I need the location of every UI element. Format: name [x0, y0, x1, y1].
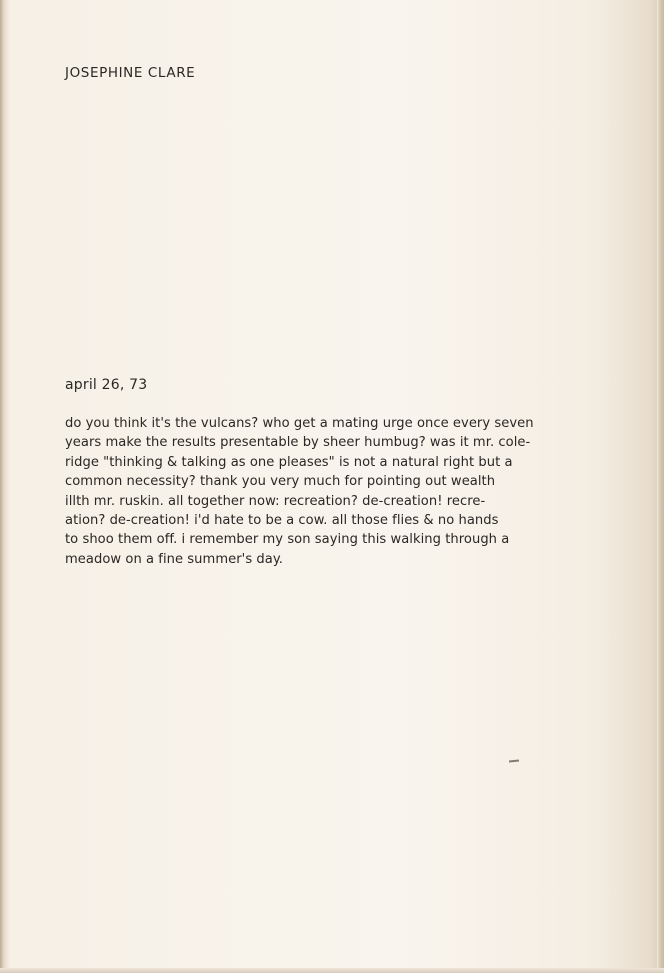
body-line: years make the results presentable by sheer humbug? was it mr. cole- [65, 435, 531, 451]
author-heading: JOSEPHINE CLARE [65, 65, 196, 81]
body-line: meadow on a fine summer's day. [65, 551, 283, 567]
page-right-edge [657, 0, 664, 973]
page-left-edge [0, 0, 4, 973]
body-line: ation? de-creation! i'd hate to be a cow. all those flies & no hands [65, 512, 499, 528]
ink-mark [509, 759, 519, 762]
page-bottom-edge [0, 968, 664, 973]
body-line: ridge "thinking & talking as one pleases" is not a natural right but a [65, 454, 513, 470]
body-line: to shoo them off. i remember my son saying this walking through a [65, 532, 510, 548]
body-line: do you think it's the vulcans? who get a mating urge once every seven [65, 416, 534, 431]
body-line: illth mr. ruskin. all together now: recreation? de-creation! recre- [65, 493, 486, 509]
entry-body [65, 414, 580, 569]
entry-date: april 26, 73 [65, 377, 148, 393]
body-line: common necessity? thank you very much for pointing out wealth [65, 474, 496, 490]
